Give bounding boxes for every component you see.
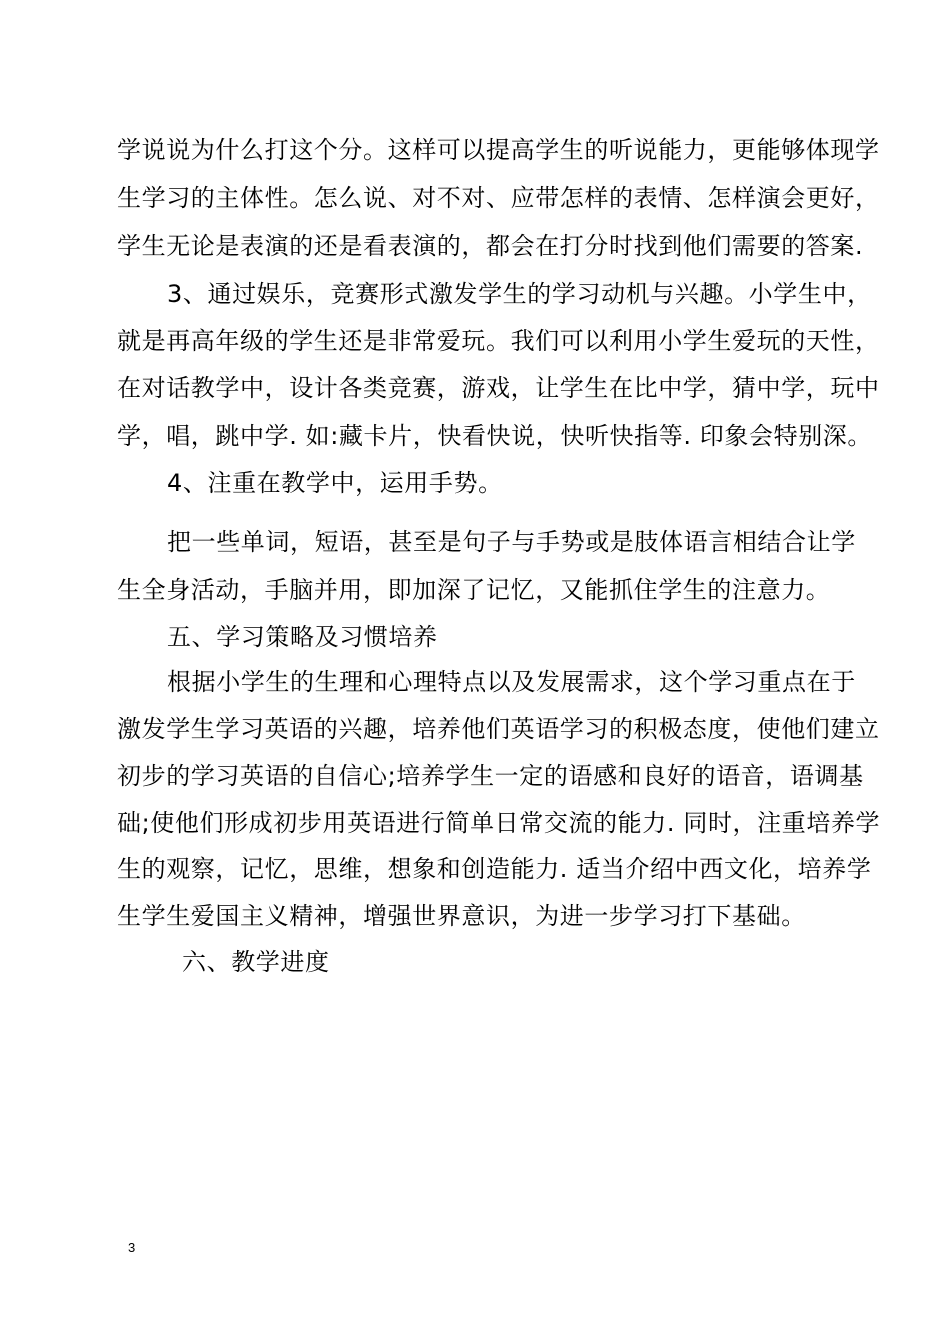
text-line: 础;使他们形成初步用英语进行简单日常交流的能力. 同时，注重培养学 [117,809,881,837]
text-line: 4、注重在教学中，运用手势。 [167,469,503,497]
text-line: 生学生爱国主义精神，增强世界意识，为进一步学习打下基础。 [117,902,806,930]
text-line: 初步的学习英语的自信心;培养学生一定的语感和良好的语音，语调基 [117,762,864,790]
text-line: 激发学生学习英语的兴趣，培养他们英语学习的积极态度，使他们建立 [117,715,880,743]
text-line: 生的观察，记忆，思维，想象和创造能力. 适当介绍中西文化，培养学 [117,855,872,883]
text-line: 把一些单词，短语，甚至是句子与手势或是肢体语言相结合让学 [167,528,856,556]
page-number: 3 [128,1240,136,1255]
section-heading: 五、学习策略及习惯培养 [167,623,438,651]
text-line: 学生无论是表演的还是看表演的，都会在打分时找到他们需要的答案. [117,232,864,260]
text-line: 生全身活动，手脑并用，即加深了记忆，又能抓住学生的注意力。 [117,576,831,604]
section-heading: 六、教学进度 [182,948,330,976]
text-line: 就是再高年级的学生还是非常爱玩。我们可以利用小学生爱玩的天性， [117,327,880,355]
text-line: 学说说为什么打这个分。这样可以提高学生的听说能力，更能够体现学 [117,136,880,164]
text-line: 根据小学生的生理和心理特点以及发展需求，这个学习重点在于 [167,668,856,696]
text-line: 3、通过娱乐，竞赛形式激发学生的学习动机与兴趣。小学生中， [167,280,872,308]
text-line: 学，唱，跳中学. 如:藏卡片，快看快说，快听快指等. 印象会特别深。 [117,422,872,450]
text-line: 生学习的主体性。怎么说、对不对、应带怎样的表情、怎样演会更好， [117,184,880,212]
text-line: 在对话教学中，设计各类竞赛，游戏，让学生在比中学，猜中学，玩中 [117,374,880,402]
